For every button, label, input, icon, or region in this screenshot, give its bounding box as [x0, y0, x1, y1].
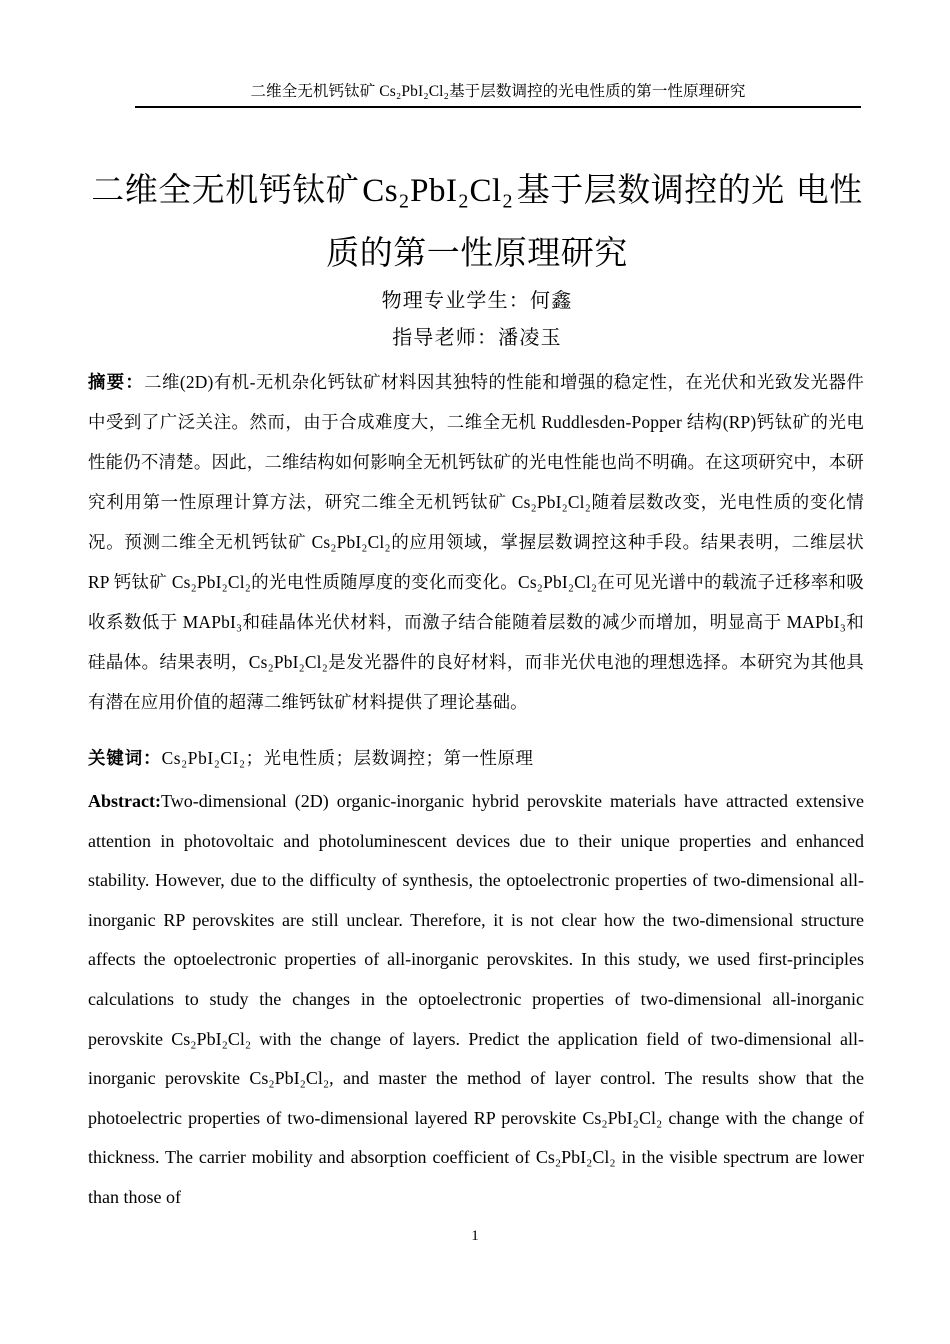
author-student: 物理专业学生：何鑫	[381, 290, 573, 312]
chinese-abstract-label: 摘要：	[88, 372, 145, 392]
chinese-keywords-text: Cs₂PbI₂CI₂；光电性质；层数调控；第一性原理	[161, 748, 534, 768]
running-header	[135, 82, 861, 108]
page-number: 1	[471, 1228, 479, 1244]
running-header-text: 二维全无机钙钛矿 Cs₂PbI₂Cl₂基于层数调控的光电性质的第一性原理研究	[250, 83, 746, 100]
english-abstract-text: Two-dimensional (2D) organic-inorganic hybrid perovskite materials have attracted extensive attention in photovoltaic and photoluminescent devices due to their unique properties and enhanced stability. However, due to the difficulty of synthesis, the optoelectronic properties of two-dimensional all-inorganic RP perovskites are still unclear. Therefore, it is not clear how the two-dimensional structure affects the optoelectronic properties of all-inorganic perovskites. In this study, we used first-principles calculations to study the changes in the optoelectronic properties of two-dimensional all-inorganic perovskite Cs₂PbI₂Cl₂ with the change of layers. Predict the application field of two-dimensional all-inorganic perovskite Cs₂PbI₂Cl₂, and master the method of layer control. The results show that the photoelectric properties of two-dimensional layered RP perovskite Cs₂PbI₂Cl₂ change with the change of thickness. The carrier mobility and absorption coefficient of Cs₂PbI₂Cl₂ in the visible spectrum are lower than those of	[88, 791, 864, 1207]
english-abstract-label: Abstract:	[88, 791, 161, 811]
chinese-keywords-label: 关键词：	[88, 748, 162, 768]
chinese-abstract-text: 二维(2D)有机-无机杂化钙钛矿材料因其独特的性能和增强的稳定性，在光伏和光致发光器件中受到了广泛关注。然而，由于合成难度大，二维全无机 Ruddlesden-Popper 结构(RP)钙钛矿的光电性能仍不清楚。因此，二维结构如何影响全无机钙钛矿的光电性能也尚不明确。在这项研究中，本研究利用第一性原理计算方法，研究二维全无机钙钛矿 Cs₂PbI₂Cl₂随着层数改变，光电性质的变化情况。预测二维全无机钙钛矿 Cs₂PbI₂Cl₂的应用领域，掌握层数调控这种手段。结果表明，二维层状 RP 钙钛矿 Cs₂PbI₂Cl₂的光电性质随厚度的变化而变化。Cs₂PbI₂Cl₂在可见光谱中的载流子迁移率和吸收系数低于 MAPbI₃和硅晶体光伏材料，而激子结合能随着层数的减少而增加，明显高于 MAPbI₃和硅晶体。结果表明，Cs₂PbI₂Cl₂是发光器件的良好材料，而非光伏电池的理想选择。本研究为其他具有潜在应用价值的超薄二维钙钛矿材料提供了理论基础。	[88, 372, 864, 712]
author-advisor: 指导老师：潘凌玉	[392, 327, 562, 349]
chinese-abstract	[88, 362, 864, 722]
title-line2: 电性质的第一性原理研究	[326, 170, 863, 273]
page-title	[88, 159, 866, 284]
title-line1-suffix: 基于层数调控的光	[516, 170, 785, 210]
header-rule	[135, 106, 861, 108]
title-line1-prefix: 二维全无机钙钛矿	[91, 170, 360, 210]
title-chemical-formula: Cs₂PbI₂Cl₂	[362, 173, 514, 210]
english-abstract	[88, 782, 864, 1218]
chinese-keywords	[88, 738, 864, 778]
